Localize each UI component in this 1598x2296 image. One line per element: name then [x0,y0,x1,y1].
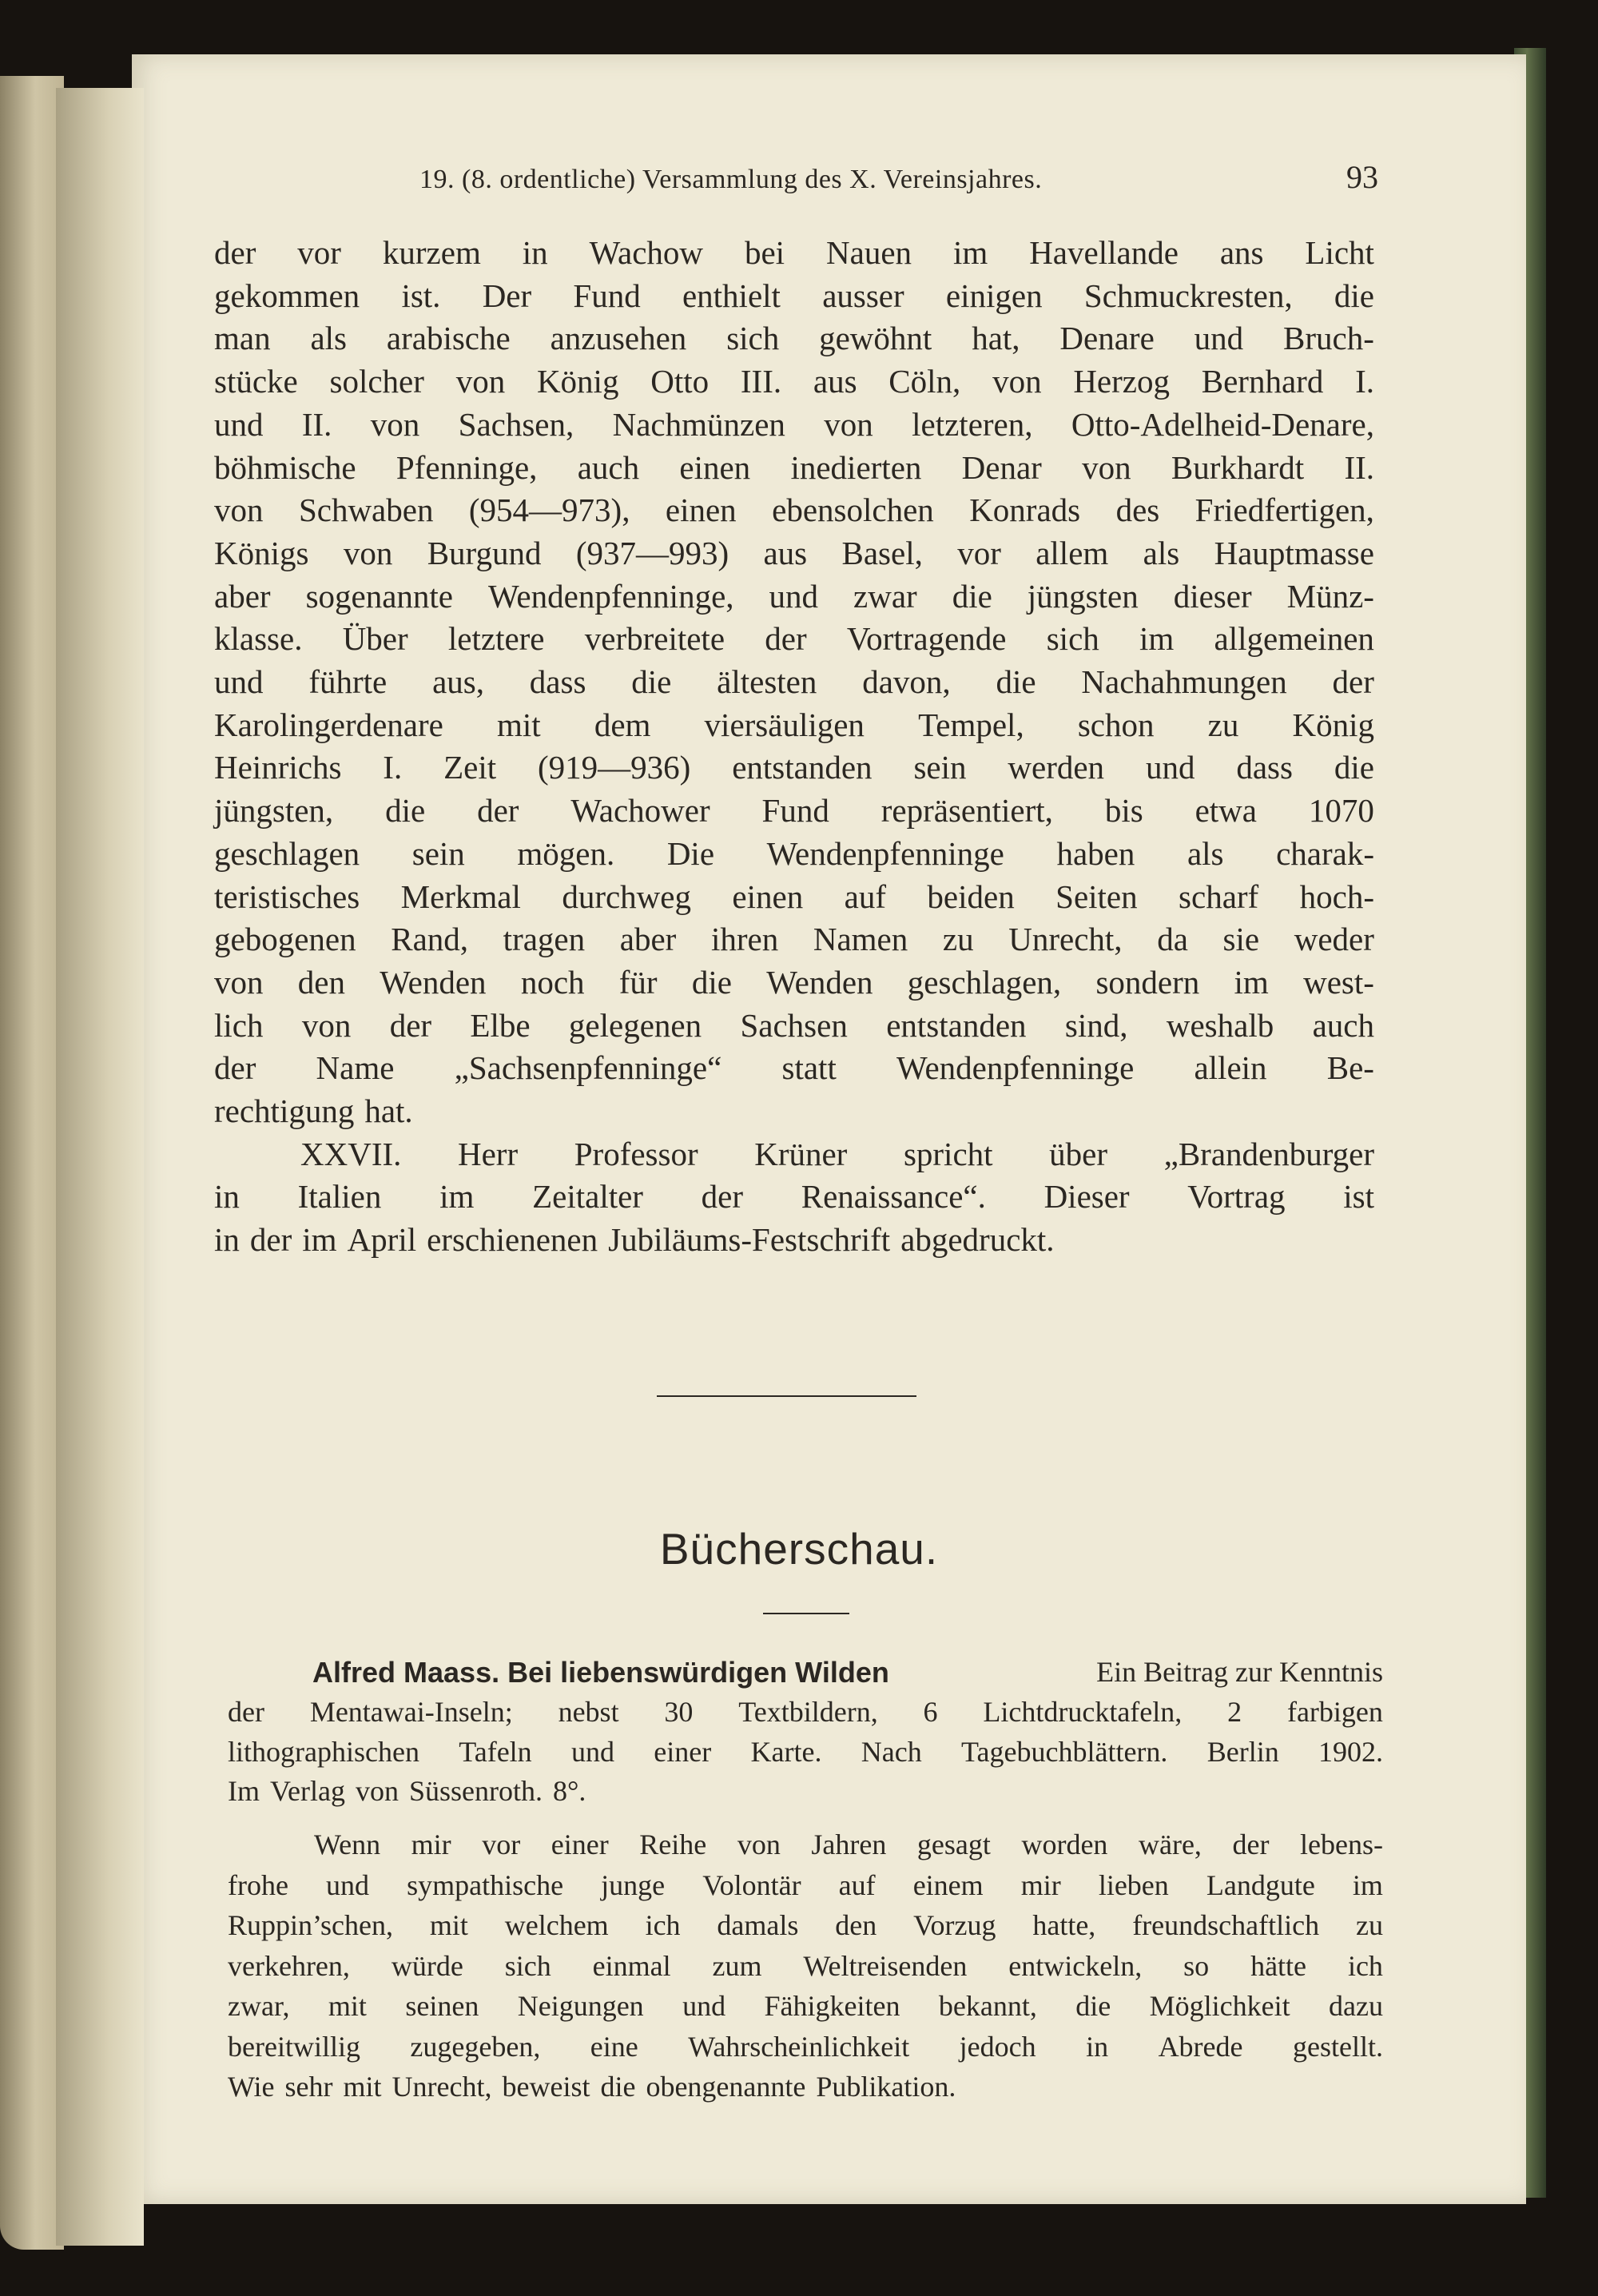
text-line: rechtigung hat. [214,1092,413,1130]
paragraph-xxvii [214,1133,1374,1262]
text-line: der vor kurzem in Wachow bei Nauen im Havellande ans Licht [214,234,1374,271]
review-author-title: Alfred Maass. Bei liebenswürdigen Wilden [312,1656,889,1689]
text-line: stücke solcher von König Otto III. aus Cöln, von Herzog Bernhard I. [214,363,1374,400]
text-line: bereitwillig zugegeben, eine Wahrscheinlichkeit jedoch in Abrede gestellt. [228,2030,1383,2063]
text-line: von Schwaben (954—973), einen ebensolchen Konrads des Friedfertigen, [214,491,1374,529]
title-underline [763,1613,849,1614]
review-paragraph [228,1824,1383,2107]
text-line: Im Verlag von Süssenroth. 8°. [228,1775,586,1808]
text-line: XXVII. Herr Professor Krüner spricht über „Brandenburger [300,1135,1374,1172]
text-line: frohe und sympathische junge Volontär auf einem mir lieben Landgute im [228,1868,1383,1901]
text-line: klasse. Über letztere verbreitete der Vortragende sich im allgemeinen [214,620,1374,658]
text-line: Heinrichs I. Zeit (919—936) entstanden sein werden und dass die [214,749,1374,786]
text-line: zwar, mit seinen Neigungen und Fähigkeiten bekannt, die Möglichkeit dazu [228,1990,1383,2022]
paragraph-fund [214,232,1374,1133]
main-text [214,232,1374,1262]
review-citation [228,1653,1383,1812]
text-line: aber sogenannte Wendenpfenninge, und zwar die jüngsten dieser Münz- [214,577,1374,615]
text-line: teristisches Merkmal durchweg einen auf beiden Seiten scharf hoch- [214,877,1374,915]
section-divider [657,1395,916,1397]
left-page-edge [0,76,64,2250]
text-line: geschlagen sein mögen. Die Wendenpfenninge haben als charak- [214,834,1374,872]
text-line: verkehren, würde sich einmal zum Weltreisenden entwickeln, so hätte ich [228,1949,1383,1982]
citation-subtitle: Ein Beitrag zur Kenntnis [1096,1656,1383,1688]
running-head: 19. (8. ordentliche) Versammlung des X. Vereinsjahres. [419,165,1043,194]
citation-lines [228,1693,1383,1812]
text-line: von den Wenden noch für die Wenden geschlagen, sondern im west- [214,963,1374,1001]
text-line: in der im April erschienenen Jubiläums-Festschrift abgedruckt. [214,1221,1055,1259]
page-number: 93 [1346,159,1378,195]
text-line: Wie sehr mit Unrecht, beweist die obengenannte Publikation. [228,2071,956,2103]
text-line: Ruppin’schen, mit welchem ich damals den Vorzug hatte, freundschaftlich zu [228,1909,1383,1941]
section-title-text: Bücherschau. [659,1524,939,1574]
text-line: Wenn mir vor einer Reihe von Jahren gesagt worden wäre, der lebens- [314,1828,1383,1860]
page-gutter [56,88,144,2246]
text-line: und II. von Sachsen, Nachmünzen von letzteren, Otto-Adelheid-Denare, [214,405,1374,443]
text-line: man als arabische anzusehen sich gewöhnt hat, Denare und Bruch- [214,320,1374,357]
text-line: und führte aus, dass die ältesten davon, die Nachahmungen der [214,663,1374,701]
text-line: jüngsten, die der Wachower Fund repräsentiert, bis etwa 1070 [214,792,1374,830]
text-line: gekommen ist. Der Fund enthielt ausser einigen Schmuckresten, die [214,277,1374,314]
text-line: lithographischen Tafeln und einer Karte. Nach Tagebuchblättern. Berlin 1902. [228,1735,1383,1768]
text-line: böhmische Pfenninge, auch einen inedierten Denar von Burkhardt II. [214,448,1374,486]
text-line: der Mentawai-Inseln; nebst 30 Textbildern, 6 Lichtdrucktafeln, 2 farbigen [228,1695,1383,1728]
section-title [0,1523,1598,1574]
text-line: in Italien im Zeitalter der Renaissance“. Dieser Vortrag ist [214,1178,1374,1216]
citation-first-line [228,1653,1383,1693]
text-line: Königs von Burgund (937—993) aus Basel, vor allem als Hauptmasse [214,534,1374,571]
text-line: der Name „Sachsenpfenninge“ statt Wendenpfenninge allein Be- [214,1049,1374,1087]
text-line: Karolingerdenare mit dem viersäuligen Tempel, schon zu König [214,706,1374,743]
review-text [228,1824,1383,2107]
text-line: gebogenen Rand, tragen aber ihren Namen zu Unrecht, da sie weder [214,921,1374,958]
text-line: lich von der Elbe gelegenen Sachsen entstanden sind, weshalb auch [214,1006,1374,1044]
